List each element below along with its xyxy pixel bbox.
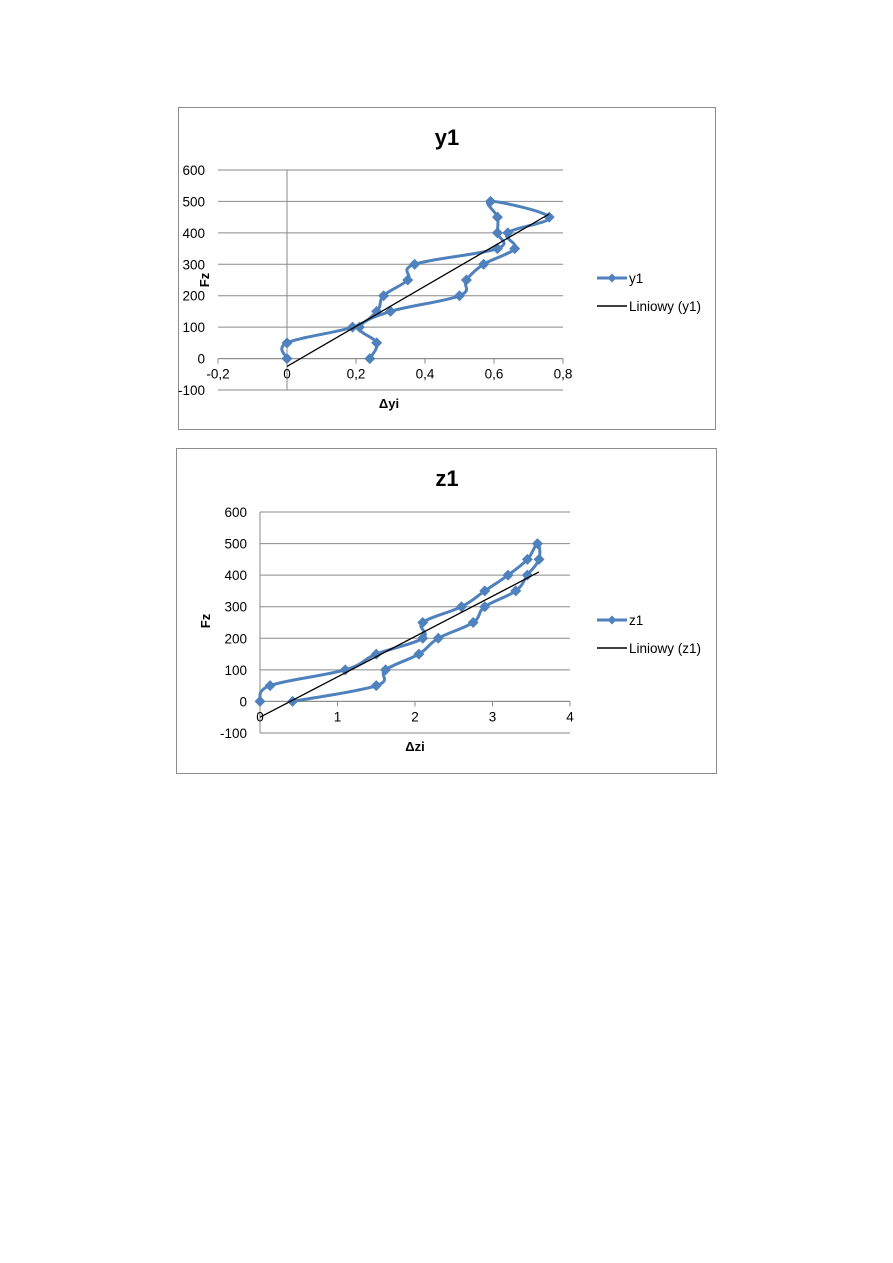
y-tick-label: 200 [182, 288, 205, 304]
x-tick-label: 1 [333, 709, 342, 725]
x-tick-label: 4 [566, 709, 574, 725]
y-tick-label: 600 [182, 163, 205, 178]
series-line-y1 [282, 201, 550, 358]
y-tick-label: 600 [224, 505, 247, 520]
y-tick-label: 100 [224, 662, 247, 678]
y-tick-label: 0 [197, 351, 205, 367]
x-axis-label: Δzi [405, 739, 425, 754]
data-point-y1 [409, 259, 420, 270]
chart-z1-svg [177, 449, 718, 775]
legend-label: y1 [629, 271, 644, 286]
y-tick-label: 400 [224, 568, 247, 584]
x-tick-label: 3 [488, 709, 497, 725]
x-tick-label: 0,8 [553, 366, 573, 382]
data-point-y1 [502, 227, 513, 238]
data-point-z1 [371, 680, 382, 691]
x-tick-label: 0 [283, 366, 291, 382]
legend-label: z1 [629, 613, 644, 628]
y-tick-label: 400 [182, 225, 205, 241]
legend-label: Liniowy (z1) [629, 641, 702, 656]
x-tick-label: 0,6 [484, 366, 504, 382]
series-line-z1 [260, 544, 540, 702]
y-tick-label: -100 [219, 726, 247, 741]
y-tick-label: 0 [239, 694, 247, 710]
y-tick-label: 300 [182, 257, 205, 273]
chart-y1 [178, 107, 716, 430]
y-axis-label: Fz [198, 613, 213, 629]
chart-title: y1 [434, 125, 460, 150]
chart-y1-svg [179, 108, 717, 431]
y-tick-label: 500 [182, 194, 205, 210]
data-point-y1 [385, 306, 396, 317]
y-tick-label: 500 [224, 536, 247, 552]
y-tick-label: 100 [182, 320, 205, 336]
y-tick-label: -100 [177, 383, 205, 398]
chart-z1 [176, 448, 717, 774]
legend-marker [608, 616, 617, 625]
x-tick-label: 0,4 [415, 366, 435, 382]
chart-title: z1 [435, 466, 459, 491]
data-point-z1 [265, 680, 276, 691]
trendline [260, 572, 539, 717]
data-point-z1 [340, 664, 351, 675]
data-point-y1 [454, 290, 465, 301]
y-tick-label: 300 [224, 599, 247, 615]
x-tick-label: 0 [256, 709, 264, 725]
data-point-z1 [534, 554, 545, 565]
x-tick-label: 0,2 [346, 366, 366, 382]
y-axis-label: Fz [197, 272, 212, 288]
data-point-z1 [255, 696, 266, 707]
x-axis-label: Δyi [378, 396, 400, 411]
y-tick-label: 200 [224, 631, 247, 647]
trendline [287, 214, 549, 366]
data-point-y1 [485, 196, 496, 207]
legend-label: Liniowy (y1) [629, 299, 702, 314]
x-tick-label: -0,2 [206, 366, 230, 382]
legend-marker [608, 274, 617, 283]
x-tick-label: 2 [411, 709, 419, 725]
